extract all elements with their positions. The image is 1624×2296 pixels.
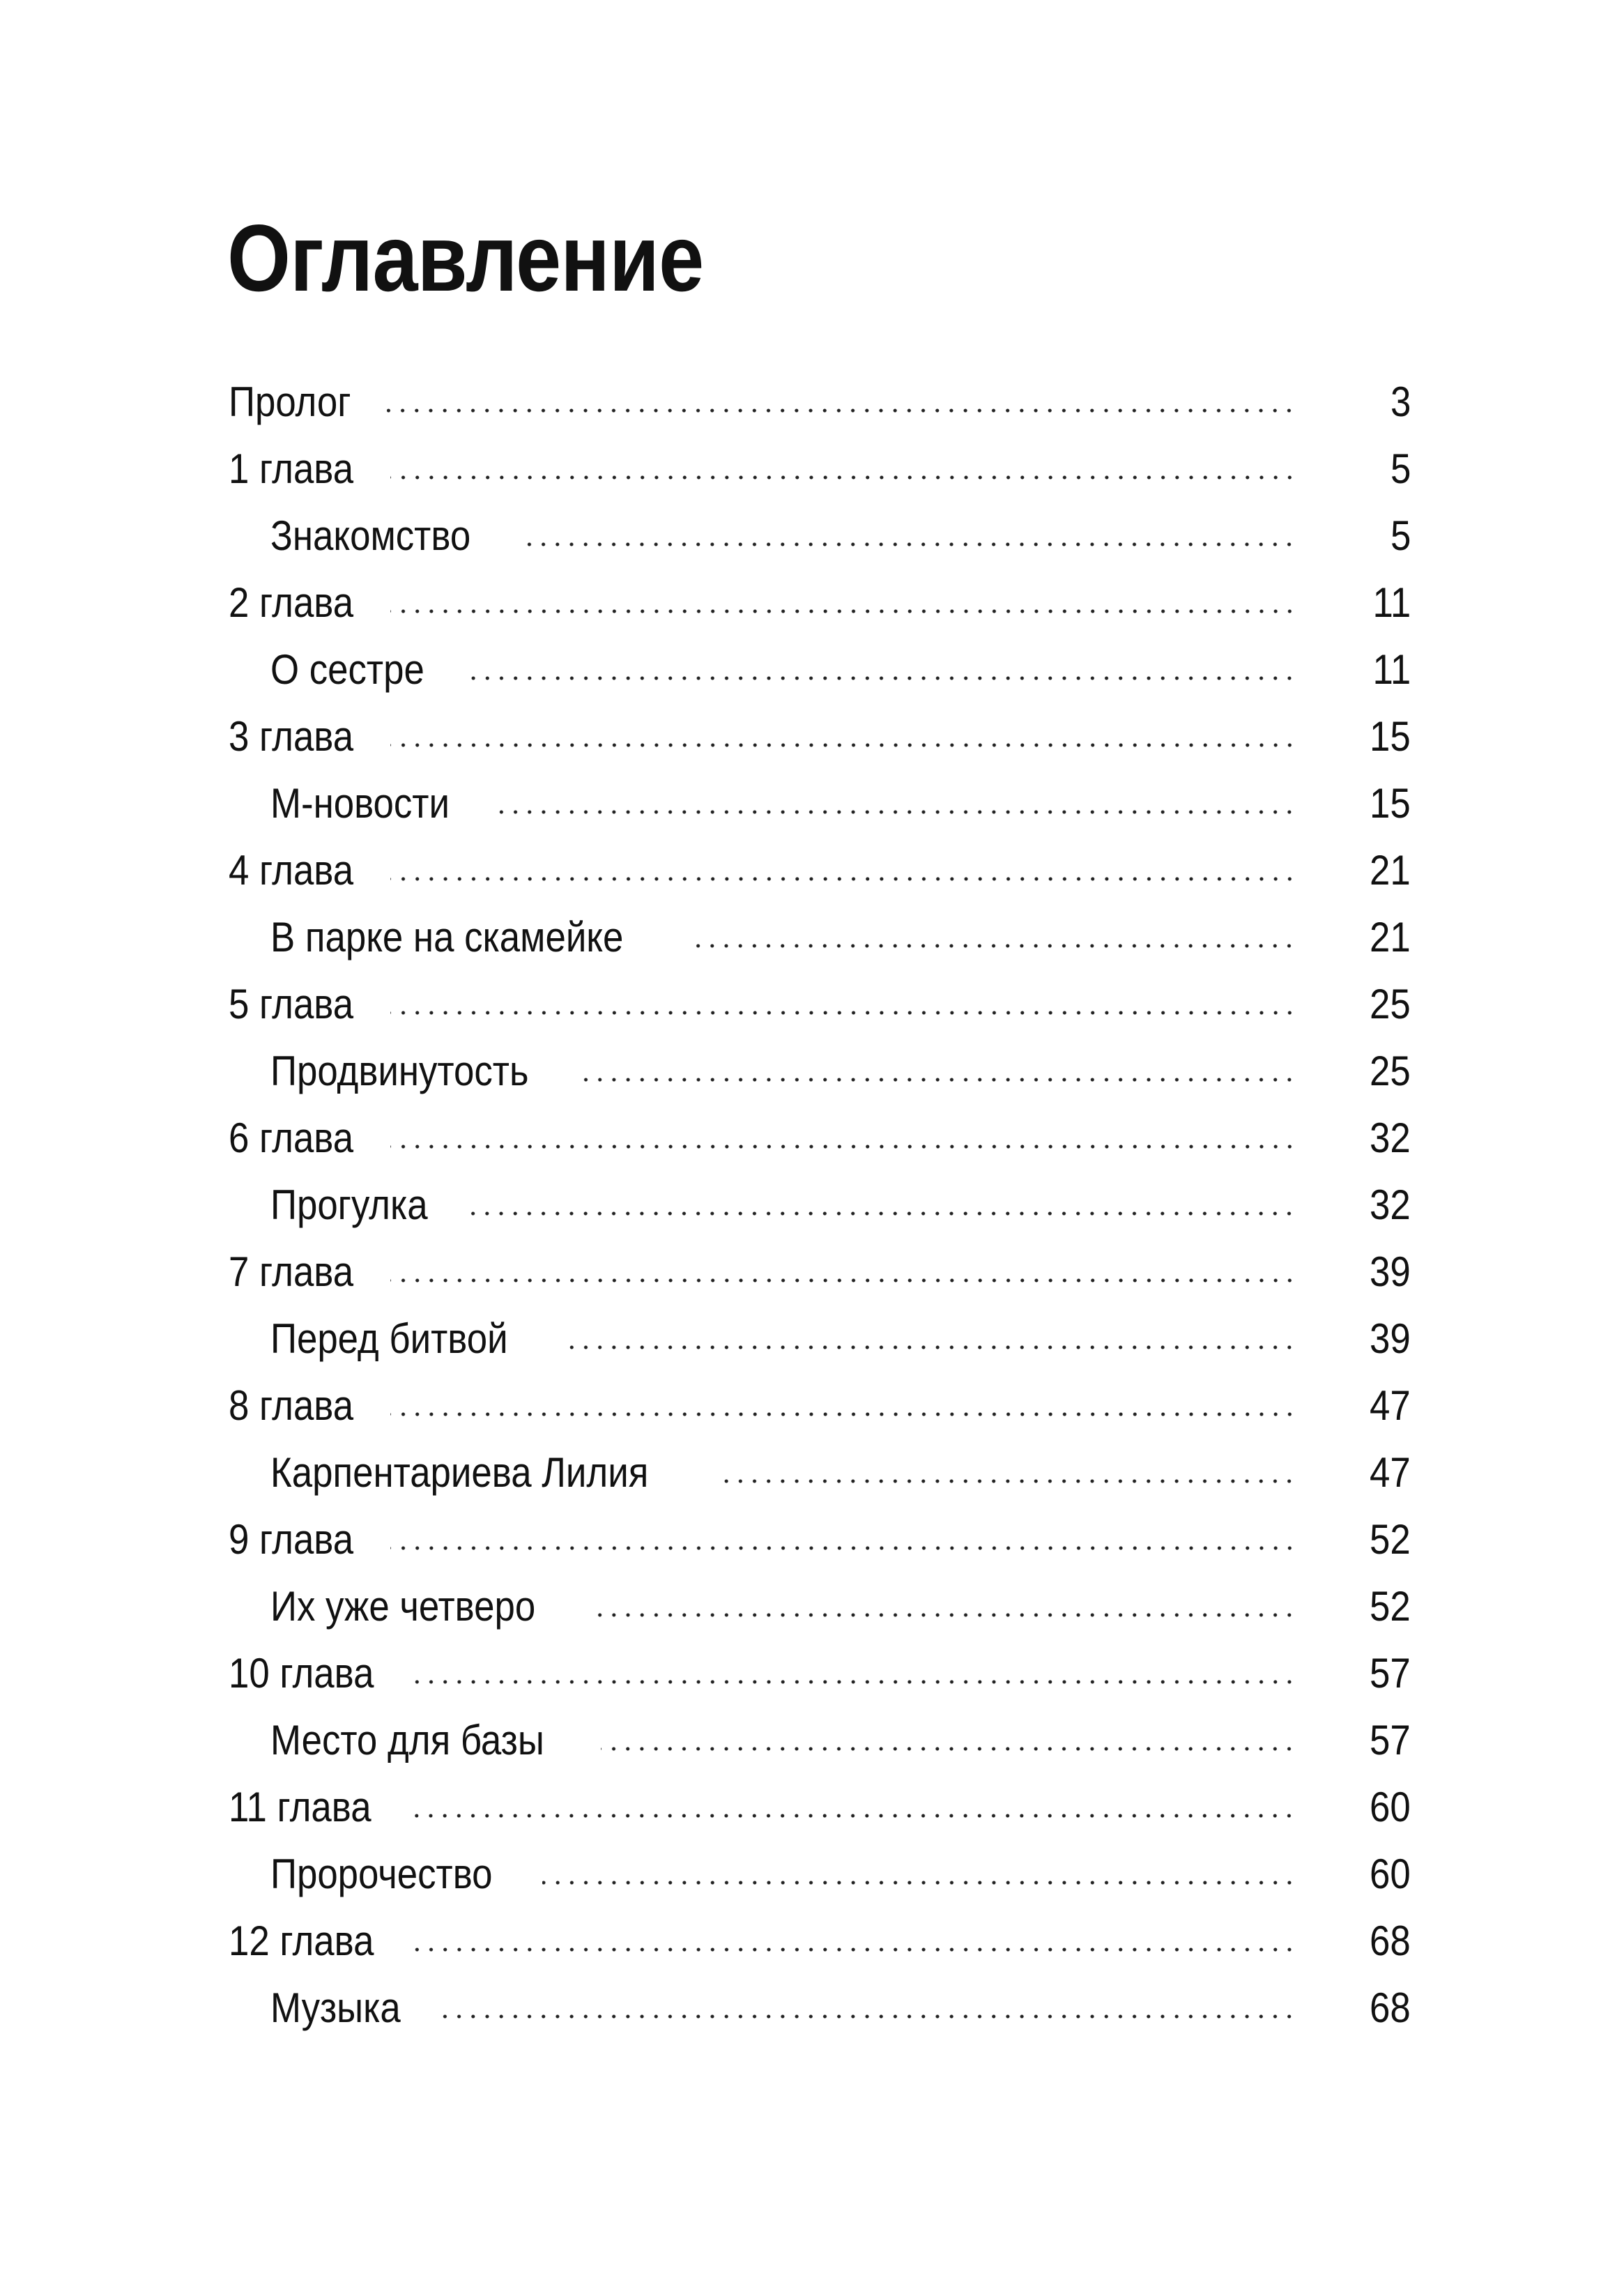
dot-leader [493,809,1296,815]
toc-page-number: 21 [1370,846,1411,894]
toc-entry[interactable] [229,1773,1411,1840]
toc-entry-label: 11 глава [229,1783,371,1830]
dot-leader [591,1612,1296,1618]
dot-leader [390,609,1296,614]
toc-page-number: 39 [1370,1248,1411,1295]
toc-entry[interactable] [229,1907,1411,1974]
toc-entry-label: Знакомство [270,512,471,559]
toc-entry[interactable] [229,569,1411,636]
dot-leader [583,1077,1296,1082]
toc-entry-label: 1 глава [229,445,354,492]
toc-subentry[interactable] [229,1305,1411,1372]
toc-page-number: 15 [1370,779,1411,827]
toc-page-number: 11 [1372,645,1411,693]
toc-entry[interactable] [229,1104,1411,1171]
toc-page-number: 57 [1370,1649,1411,1697]
dot-leader [390,1144,1296,1149]
dot-leader [542,1880,1296,1885]
toc-subentry[interactable] [229,770,1411,836]
dot-leader [691,943,1296,949]
toc-subentry[interactable] [229,1572,1411,1639]
toc-page-number: 25 [1370,980,1411,1027]
toc-page-number: 32 [1370,1114,1411,1161]
toc-entry-label: Прогулка [270,1181,428,1228]
toc-entry-label: 7 глава [229,1248,354,1295]
toc-page-number: 21 [1370,913,1411,961]
toc-page-number: 32 [1370,1181,1411,1228]
dot-leader [719,1478,1296,1484]
dot-leader [390,742,1296,748]
toc-subentry[interactable] [229,636,1411,703]
dot-leader [390,1278,1296,1283]
toc-subentry[interactable] [229,1974,1411,2041]
toc-page-number: 60 [1370,1783,1411,1830]
toc-page-number: 47 [1370,1448,1411,1496]
toc-entry-label: Пролог [229,378,351,425]
dot-leader [390,1545,1296,1551]
toc-entry[interactable] [229,1372,1411,1439]
toc-entry-label: Пророчество [270,1850,493,1897]
toc-page-number: 39 [1370,1315,1411,1362]
toc-entry-label: Карпентариева Лилия [270,1448,649,1496]
toc-subentry[interactable] [229,1840,1411,1907]
toc-entry[interactable] [229,1238,1411,1305]
toc-entry-label: Музыка [270,1984,401,2031]
toc-entry-label: О сестре [270,645,424,693]
page-title: Оглавление [227,205,704,311]
toc-page-number: 11 [1372,579,1411,626]
toc-entry-label: 4 глава [229,846,354,894]
toc-page-number: 68 [1370,1984,1411,2031]
toc-page-number: 5 [1390,445,1411,492]
dot-leader [390,475,1296,480]
dot-leader [390,1411,1296,1417]
toc-entry[interactable] [229,1506,1411,1572]
toc-entry[interactable] [229,836,1411,903]
toc-page-number: 52 [1370,1515,1411,1563]
dot-leader [390,1010,1296,1016]
toc-subentry[interactable] [229,1037,1411,1104]
dot-leader [410,1813,1296,1819]
dot-leader [387,408,1296,413]
toc-entry[interactable] [229,368,1411,435]
toc-entry-label: 8 глава [229,1382,354,1429]
toc-subentry[interactable] [229,1171,1411,1238]
toc-entry-label: Их уже четверо [270,1582,536,1630]
toc-entry[interactable] [229,703,1411,770]
toc-page-number: 25 [1370,1047,1411,1094]
dot-leader [438,2014,1296,2019]
toc-entry-label: Продвинутость [270,1047,529,1094]
toc-page-number: 3 [1390,378,1411,425]
dot-leader [413,1947,1296,1952]
toc-entry-label: 2 глава [229,579,354,626]
toc-page-number: 60 [1370,1850,1411,1897]
dot-leader [560,1345,1296,1350]
toc-entry-label: М-новости [270,779,450,827]
dot-leader [468,1211,1296,1216]
toc-entry[interactable] [229,1639,1411,1706]
table-of-contents [229,368,1411,2041]
toc-page-number: 52 [1370,1582,1411,1630]
dot-leader [413,1679,1296,1685]
toc-entry-label: 10 глава [229,1649,374,1697]
toc-entry-label: 9 глава [229,1515,354,1563]
toc-entry-label: 5 глава [229,980,354,1027]
dot-leader [601,1746,1296,1752]
toc-entry-label: 12 глава [229,1917,374,1964]
dot-leader [517,542,1296,547]
toc-page-number: 5 [1390,512,1411,559]
toc-page-number: 57 [1370,1716,1411,1763]
toc-entry-label: 3 глава [229,712,354,760]
toc-entry[interactable] [229,435,1411,502]
toc-entry-label: 6 глава [229,1114,354,1161]
toc-entry-label: Перед битвой [270,1315,508,1362]
dot-leader [390,876,1296,882]
toc-subentry[interactable] [229,1706,1411,1773]
toc-subentry[interactable] [229,1439,1411,1506]
dot-leader [465,675,1296,681]
toc-entry[interactable] [229,970,1411,1037]
toc-subentry[interactable] [229,502,1411,569]
toc-page-number: 68 [1370,1917,1411,1964]
toc-subentry[interactable] [229,903,1411,970]
toc-entry-label: В парке на скамейке [270,913,624,961]
toc-page-number: 15 [1370,712,1411,760]
toc-entry-label: Место для базы [270,1716,544,1763]
toc-page-number: 47 [1370,1382,1411,1429]
